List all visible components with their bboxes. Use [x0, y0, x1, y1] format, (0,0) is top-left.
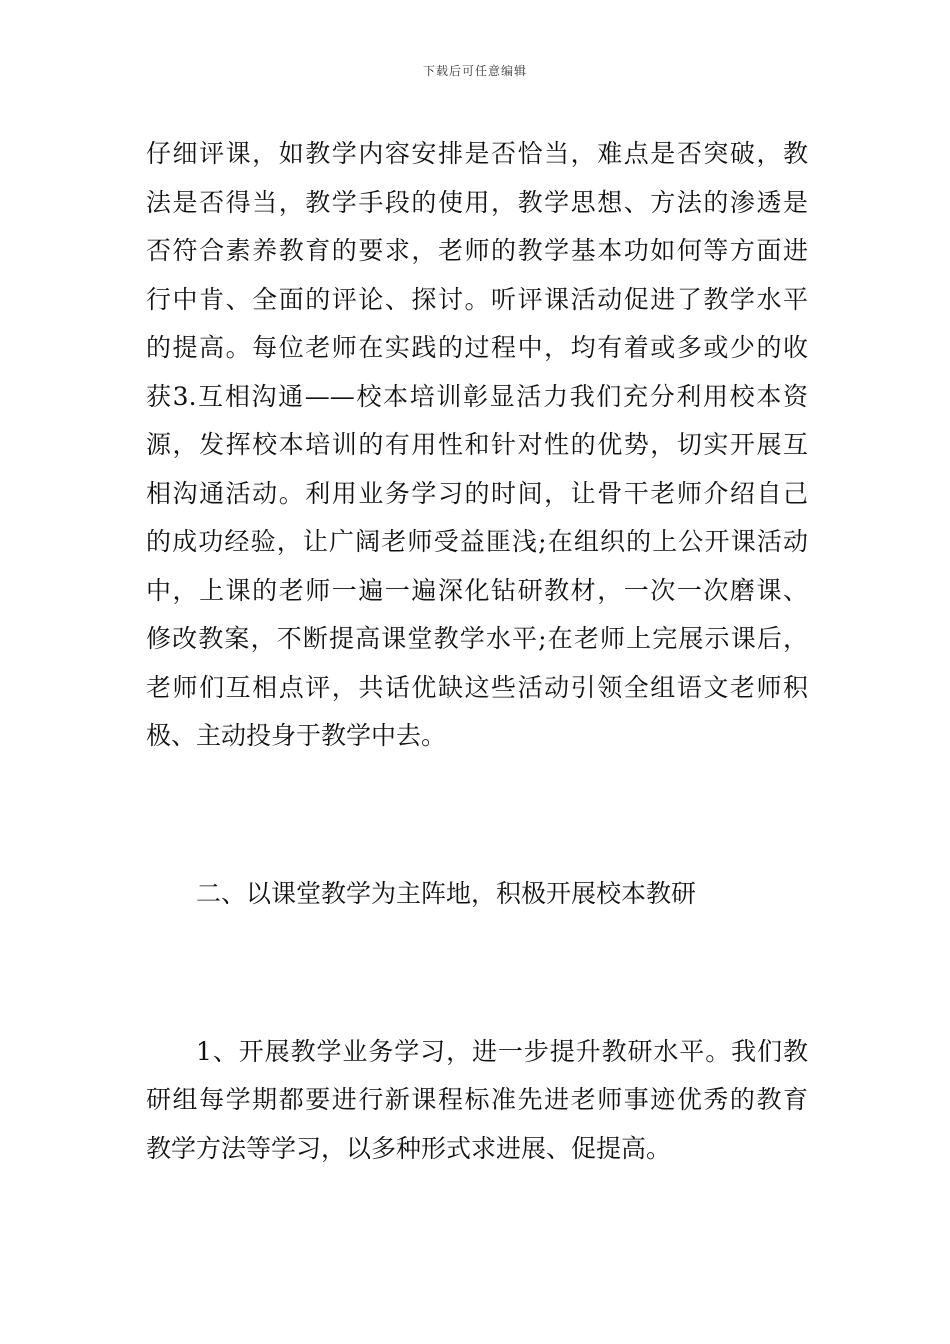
paragraph-line: 仔细评课，如教学内容安排是否恰当，难点是否突破，教 [146, 139, 808, 168]
paragraph-line: 相沟通活动。利用业务学习的时间，让骨干老师介绍自己 [146, 478, 808, 508]
paragraph-2 [146, 1028, 808, 1174]
paragraph-line: 源，发挥校本培训的有用性和针对性的优势，切实开展互 [146, 430, 808, 459]
section-heading: 二、以课堂教学为主阵地，积极开展校本教研 [196, 878, 697, 908]
spacer [146, 918, 808, 1028]
paragraph-line: 老师们互相点评，共话优缺这些活动引领全组语文老师积 [146, 672, 808, 702]
paragraph-line: 的提高。每位老师在实践的过程中，均有着或多或少的收 [146, 333, 808, 362]
paragraph-line: 中，上课的老师一遍一遍深化钻研教材，一次一次磨课、 [146, 575, 808, 605]
paragraph-line: 行中肯、全面的评论、探讨。听评课活动促进了教学水平 [146, 284, 808, 314]
paragraph-line: 极、主动投身于教学中去。 [146, 721, 447, 750]
paragraph-line: 否符合素养教育的要求，老师的教学基本功如何等方面进 [146, 236, 808, 265]
document-body [146, 130, 808, 1173]
paragraph-line: 教学方法等学习，以多种形式求进展、促提高。 [146, 1133, 672, 1163]
paragraph-line: 法是否得当，教学手段的使用，教学思想、方法的渗透是 [146, 187, 808, 217]
paragraph-1 [146, 130, 808, 761]
paragraph-line: 获3.互相沟通——校本培训彰显活力我们充分利用校本资 [146, 381, 808, 411]
paragraph-line: 修改教案，不断提高课堂教学水平;在老师上完展示课后， [146, 624, 808, 653]
paragraph-line: 的成功经验，让广阔老师受益匪浅;在组织的上公开课活动 [146, 527, 808, 556]
paragraph-line: 研组每学期都要进行新课程标准先进老师事迹优秀的教育 [146, 1085, 808, 1114]
page-header: 下载后可任意编辑 [422, 64, 527, 78]
paragraph-line: 1、开展教学业务学习，进一步提升教研水平。我们教 [196, 1036, 808, 1066]
spacer [146, 761, 808, 870]
